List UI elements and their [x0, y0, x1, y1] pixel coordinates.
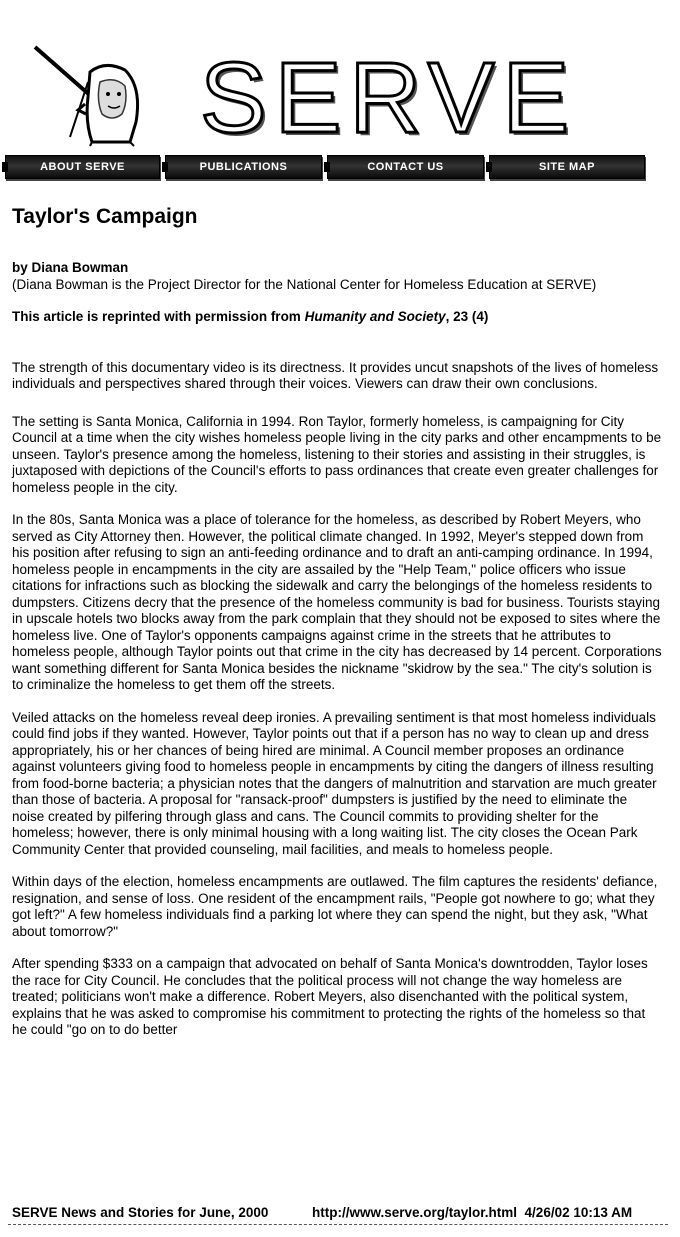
nav-contact-us-label: CONTACT US [367, 161, 444, 173]
footer-source: SERVE News and Stories for June, 2000 [12, 1205, 269, 1220]
nav-about-serve[interactable] [5, 155, 160, 179]
article-body [12, 260, 662, 1055]
serve-logo-text[interactable]: SERVE [200, 42, 578, 154]
nav-site-map-label: SITE MAP [539, 161, 595, 173]
article-title: Taylor's Campaign [12, 205, 198, 228]
paragraph: Veiled attacks on the homeless reveal deep ironies. A prevailing sentiment is that most homeless individuals could find jobs if they wanted. However, Taylor points out that if a person has no way to clean up and dress appropriately, his or her chances of being hired are minimal. A Council member proposes an ordinance against volunteers giving food to homeless people in encampments by citing the dangers of illness resulting from food-borne bacteria; a physician notes that the dangers of malnutrition and starvation are much greater than those of bacteria. A proposal for "ransack-proof" dumpsters is justified by the need to eliminate the noise created by pilfering through glass and cans. The Council commits to providing shelter for the homeless; however, there is only minimal housing with a long waiting list. The city closes the Ocean Park Community Center that provided counseling, mail facilities, and meals to homeless people. [12, 709, 657, 857]
reprint-notice [12, 309, 662, 326]
nav-tab-notch [324, 162, 330, 172]
satellite-dish-figure-icon [30, 42, 160, 147]
nav-tab-notch [2, 162, 8, 172]
nav-tab-notch [486, 162, 492, 172]
nav-publications[interactable] [165, 155, 322, 179]
paragraph: The setting is Santa Monica, California in 1994. Ron Taylor, formerly homeless, is campaigning for City Council at a time when the city wishes homeless people living in the city parks and other encampments to be unseen. Taylor's presence among the homeless, listening to their stories and assisting in their struggles, is juxtaposed with depictions of the Council's efforts to pass ordinances that create even greater challenges for homeless people in the city. [12, 413, 662, 495]
reprint-journal: Humanity and Society [304, 309, 446, 324]
main-nav [5, 155, 645, 179]
paragraph: In the 80s, Santa Monica was a place of tolerance for the homeless, as described by Robert Meyers, who served as City Attorney then. However, the political climate changed. In 1992, Meyer's stepped down from his position after refusing to sign an anti-feeding ordinance and to draft an anti-camping ordinance. In 1994, homeless people in encampments in the city are assailed by the "Help Team," police officers who issue citations for infractions such as blocking the sidewalk and carry the belongings of the homeless residents to dumpsters. Citizens decry that the presence of the homeless community is bad for business. Tourists staying in upscale hotels two blocks away from the park complain that they should not be exposed to sites where the homeless live. One of Taylor's opponents campaigns against crime in the streets that he attributes to homeless people, although Taylor points out that crime in the city has decreased by 14 percent. Corporations want something different for Santa Monica besides the nickname "skidrow by the sea." The city's solution is to criminalize the homeless to get them off the streets. [12, 512, 662, 692]
nav-contact-us[interactable] [327, 155, 484, 179]
nav-about-serve-label: ABOUT SERVE [40, 161, 125, 173]
reprint-suffix: , 23 (4) [445, 309, 489, 324]
paragraph: Within days of the election, homeless encampments are outlawed. The film captures the residents' defiance, resignation, and sense of loss. One resident of the encampment rails, "People got nowhere to go; what they got left?" A few homeless individuals find a parking lot where they can spend the night, but they ask, "What about tomorrow?" [12, 874, 658, 939]
footer-url[interactable]: http://www.serve.org/taylor.html [312, 1205, 518, 1220]
footer-divider [8, 1224, 668, 1225]
nav-publications-label: PUBLICATIONS [199, 161, 288, 173]
byline-note: (Diana Bowman is the Project Director for the National Center for Homeless Education at SERVE) [12, 276, 597, 292]
paragraph: The strength of this documentary video is its directness. It provides uncut snapshots of the lives of homeless individuals and perspectives shared through their voices. Viewers can draw their own conclusions. [12, 359, 659, 391]
nav-site-map[interactable] [489, 155, 645, 179]
byline: by Diana Bowman [12, 260, 129, 275]
footer-timestamp: 4/26/02 10:13 AM [524, 1205, 633, 1220]
nav-tab-notch [162, 162, 168, 172]
reprint-prefix: This article is reprinted with permission from [12, 309, 305, 324]
footer-url-time [312, 1205, 632, 1220]
paragraph: After spending $333 on a campaign that advocated on behalf of Santa Monica's downtrodden, Taylor loses the race for City Council. He concludes that the political process will not change the way homeless are treated; politicians won't make a difference. Robert Meyers, also disenchanted with the political system, explains that he was asked to compromise his commitment to protecting the rights of the homeless so that he could "go on to do better [12, 956, 648, 1037]
site-header [0, 0, 680, 154]
